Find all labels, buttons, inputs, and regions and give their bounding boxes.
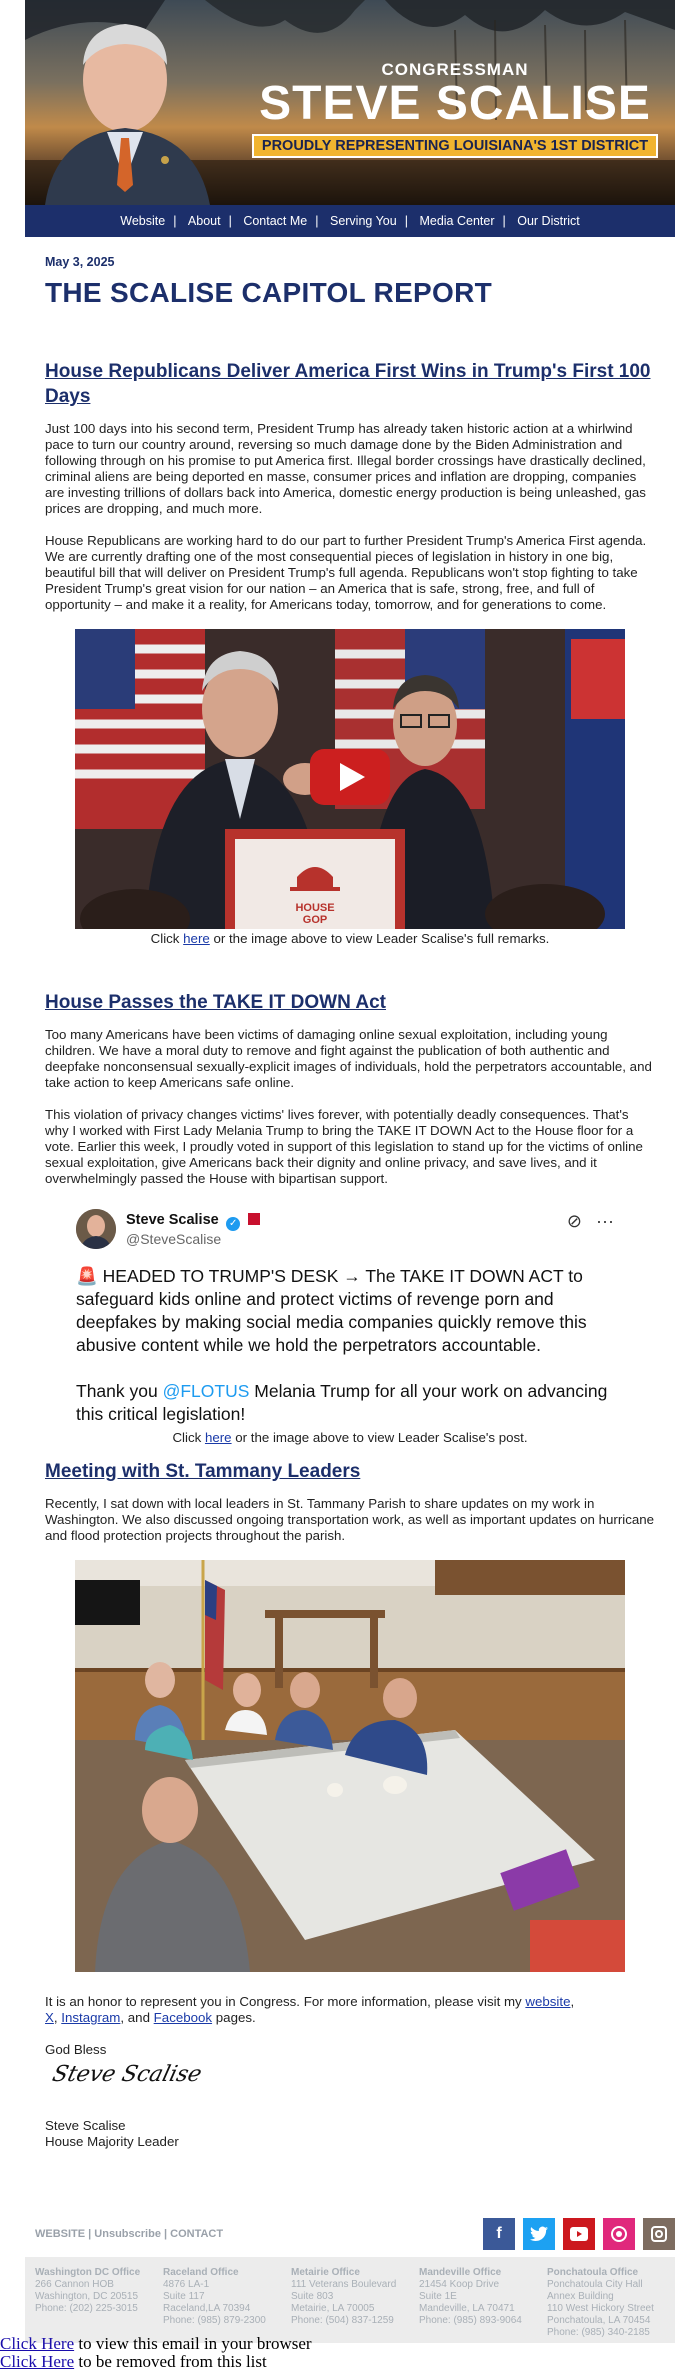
office-line: Suite 803 (291, 2291, 334, 2302)
header-title-block (245, 60, 665, 158)
avatar (76, 1209, 116, 1249)
office-locations (25, 2257, 675, 2343)
signer-block (45, 2118, 655, 2150)
office-line: Annex Building (547, 2291, 614, 2302)
nav-serving-you[interactable]: Serving You (329, 214, 397, 228)
closing-paragraph (45, 1994, 655, 2026)
gop-badge-icon (248, 1213, 260, 1225)
office-name: Mandeville Office (419, 2267, 502, 2278)
office-mandeville (419, 2267, 547, 2333)
video-thumbnail[interactable] (75, 629, 625, 929)
nav-separator: | (228, 214, 232, 228)
section1-paragraph-1: Just 100 days into his second term, President Trump has already taken historic action at a whirlwind pace to turn our country around, reversing so much damage done by the Biden Administration and following through on his promise to put America first. Illegal border crossings have drastically declined, criminal aliens are being deported en masse, consumer prices and inflation are dropping, companies are investing trillions of dollars back into America, domestic energy production is being unleashed, gas prices are dropping, and much more. (45, 421, 646, 516)
issue-date: May 3, 2025 (45, 255, 115, 269)
twitter-icon[interactable] (523, 2218, 555, 2250)
post-thanks-post: Melania Trump for all your work on advancing this critical legislation! (76, 1381, 608, 1424)
footer-bar (25, 2216, 675, 2252)
office-line: 266 Cannon HOB (35, 2279, 114, 2290)
office-metairie (291, 2267, 419, 2333)
nav-separator: | (404, 214, 408, 228)
report-title: THE SCALISE CAPITOL REPORT (45, 277, 493, 308)
video-caption (45, 931, 655, 946)
view-in-browser-link[interactable]: Click Here (0, 2334, 75, 2353)
closing-post: pages. (212, 2010, 256, 2025)
office-line: Mandeville, LA 70471 (419, 2303, 515, 2314)
remove-from-list-text: to be removed from this list (74, 2352, 267, 2371)
email-container (25, 0, 675, 2338)
header-banner (25, 0, 675, 205)
congressman-name: STEVE SCALISE (259, 77, 651, 130)
post-author-name[interactable]: Steve Scalise (126, 1212, 219, 1228)
footer-links[interactable]: WEBSITE | Unsubscribe | CONTACT (35, 2228, 224, 2240)
signer-name: Steve Scalise (45, 2118, 126, 2133)
nav-separator: | (173, 214, 177, 228)
section1-paragraph-2: House Republicans are working hard to do our part to further President Trump's America First agenda. We are currently drafting one of the most consequential pieces of legislation in history in one big, beautiful bill that will deliver on President Trump's full agenda. Republicans won't stop fighting to take President Trump's great vision for our nation – an America that is safe, strong, free, and full of opportunity – and make it a reality, for Americans today, tomorrow, and for generations to come. (45, 533, 647, 612)
closing-comma: , (570, 1994, 575, 2009)
post-header (76, 1207, 624, 1251)
office-washington (35, 2267, 163, 2333)
caption-pre: Click (150, 931, 184, 946)
flotus-mention[interactable]: @FLOTUS (162, 1381, 250, 1401)
office-line: 111 Veterans Boulevard (291, 2279, 397, 2290)
instagram-icon[interactable] (643, 2218, 675, 2250)
section3-paragraph-1: Recently, I sat down with local leaders in St. Tammany Parish to share updates on my work in Washington. We also discussed ongoing transportation work, as well as important updates on hurricane and flood protection projects throughout the parish. (45, 1496, 655, 1543)
office-ponchatoula (547, 2267, 675, 2338)
section2-paragraph-1: Too many Americans have been victims of damaging online sexual exploitation, including young children. We have a moral duty to remove and fight against the publication of both authentic and deepfake nonconsensual sexually-explicit images of individuals, hold the perpetrators accountable, and take action to keep Americans safe online. (45, 1027, 652, 1090)
flickr-icon[interactable] (603, 2218, 635, 2250)
post-caption (45, 1430, 655, 1445)
office-line: Phone: (504) 837-1259 (291, 2315, 394, 2326)
x-link[interactable]: X (45, 2010, 54, 2025)
district-name: LOUISIANA'S 1ST DISTRICT (453, 138, 649, 154)
facebook-link[interactable]: Facebook (153, 2010, 213, 2025)
podium-text-2: GOP (302, 914, 328, 926)
nav-media-center[interactable]: Media Center (419, 214, 495, 228)
office-line: Ponchatoula, LA 70454 (547, 2315, 651, 2326)
sign-off: God Bless (45, 2042, 107, 2057)
signer-title: House Majority Leader (45, 2134, 179, 2149)
office-line: 110 West Hickory Street (547, 2303, 654, 2314)
district-banner (252, 134, 658, 158)
office-line: Phone: (985) 893-9064 (419, 2315, 522, 2326)
more-options-icon[interactable]: ··· (596, 1211, 614, 1231)
office-line: Suite 117 (163, 2291, 205, 2302)
caption-post: or the image above to view Leader Scalise's post. (231, 1430, 528, 1445)
closing-comma: , (53, 2010, 62, 2025)
office-line: 21454 Koop Drive (419, 2279, 500, 2290)
office-line: Washington, DC 20515 (35, 2291, 139, 2302)
office-line: Metairie, LA 70005 (291, 2303, 375, 2314)
facebook-icon[interactable]: f (483, 2218, 515, 2250)
office-line: Phone: (202) 225-3015 (35, 2303, 138, 2314)
post-thanks-pre: Thank you (76, 1381, 163, 1401)
office-line: 4876 LA-1 (163, 2279, 210, 2290)
post-author-handle[interactable]: @SteveScalise (126, 1231, 222, 1247)
post-text (76, 1265, 624, 1426)
instagram-link[interactable]: Instagram (61, 2010, 121, 2025)
social-icons (475, 2218, 675, 2250)
post-author (126, 1211, 260, 1247)
post-actions (567, 1211, 614, 1232)
caption-pre: Click (172, 1430, 205, 1445)
remove-from-list-link[interactable]: Click Here (0, 2352, 75, 2371)
verified-icon: ✓ (226, 1217, 240, 1231)
view-in-browser (0, 2335, 312, 2353)
caption-post: or the image above to view Leader Scalise's full remarks. (209, 931, 550, 946)
office-line: Raceland,LA 70394 (163, 2303, 251, 2314)
website-link[interactable]: website (525, 1994, 571, 2009)
closing-pre: It is an honor to represent you in Congress. For more information, please visit my (45, 1994, 526, 2009)
nav-contact-me[interactable]: Contact Me (243, 214, 308, 228)
signature: Steve Scalise (49, 2062, 205, 2087)
youtube-icon[interactable] (563, 2218, 595, 2250)
nav-website[interactable]: Website (120, 214, 166, 228)
bottom-links (0, 2335, 312, 2371)
embedded-post[interactable] (76, 1207, 624, 1426)
congressman-portrait (25, 10, 240, 205)
section1-heading[interactable]: House Republicans Deliver America First Wins in Trump's First 100 Days (45, 361, 651, 407)
post-line-1: 🚨 HEADED TO TRUMP'S DESK → The TAKE IT DOWN ACT to safeguard kids online and protect victims of revenge porn and deepfakes by making social media companies quickly remove this abusive content while we hold the perpetrators accountable. (76, 1266, 587, 1355)
office-line: Ponchatoula City Hall (547, 2279, 643, 2290)
remarks-link[interactable]: here (183, 931, 210, 946)
office-line: Phone: (985) 340-2185 (547, 2327, 650, 2338)
nav-about[interactable]: About (187, 214, 221, 228)
post-link[interactable]: here (204, 1430, 232, 1445)
office-raceland (163, 2267, 291, 2333)
section2-heading[interactable]: House Passes the TAKE IT DOWN Act (45, 992, 387, 1013)
nav-separator: | (315, 214, 319, 228)
video-still (75, 629, 625, 929)
office-name: Ponchatoula Office (547, 2267, 639, 2278)
office-name: Raceland Office (163, 2267, 239, 2278)
office-name: Metairie Office (291, 2267, 360, 2278)
section2-paragraph-2: This violation of privacy changes victims' lives forever, with potentially deadly consequences. That's why I worked with First Lady Melania Trump to bring the TAKE IT DOWN Act to the House floor for a vote. Earlier this week, I proudly voted in support of this legislation to stand up for the victims of online sexual exploitation, give Americans back their dignity and online privacy, and save lives, and it overwhelmingly passed the House with bipartisan support. (45, 1107, 643, 1186)
office-name: Washington DC Office (35, 2267, 141, 2278)
top-navigation (25, 205, 675, 237)
closing-and: , and (120, 2010, 154, 2025)
newsletter-content (25, 255, 675, 2150)
podium-text-1: HOUSE (295, 902, 335, 914)
nav-our-district[interactable]: Our District (517, 214, 580, 228)
unsubscribe-line (0, 2353, 312, 2371)
meeting-photo-image (75, 1560, 625, 1972)
view-in-browser-text: to view this email in your browser (74, 2334, 312, 2353)
congressman-label: CONGRESSMAN (381, 60, 529, 79)
grok-icon[interactable]: ⊘ (566, 1211, 583, 1231)
section3-heading[interactable]: Meeting with St. Tammany Leaders (45, 1461, 361, 1482)
meeting-photo (75, 1560, 625, 1972)
post-line-2 (76, 1380, 624, 1426)
nav-separator: | (502, 214, 506, 228)
representing-prefix: PROUDLY REPRESENTING (261, 138, 450, 154)
office-line: Phone: (985) 879-2300 (163, 2315, 266, 2326)
office-line: Suite 1E (419, 2291, 457, 2302)
